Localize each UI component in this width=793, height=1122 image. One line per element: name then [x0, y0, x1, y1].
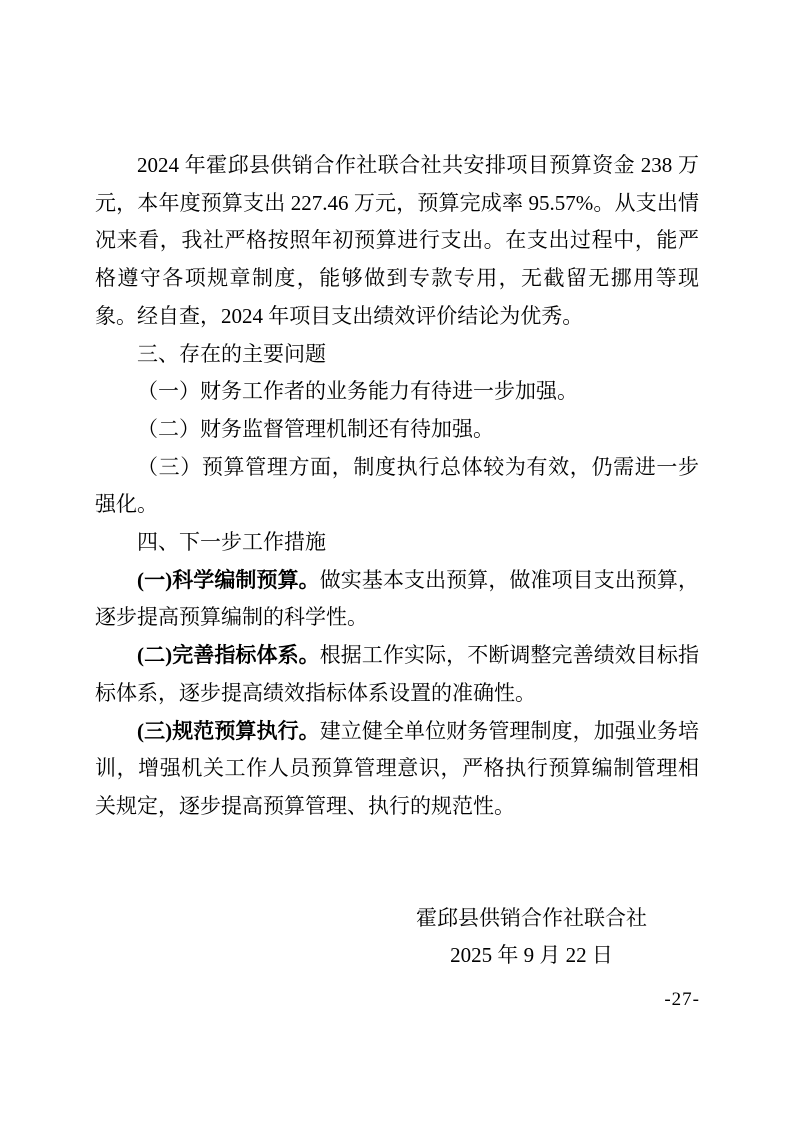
paragraph-budget-summary: 2024 年霍邱县供销合作社联合社共安排项目预算资金 238 万元，本年度预算支出 227.46 万元，预算完成率 95.57%。从支出情况来看，我社严格按照年初预算进行支出。在支出过程中，能严格遵守各项规章制度，能够做到专款专用，无截留无挪用等现象。经自查，2024 年项目支出绩效评价结论为优秀。: [95, 153, 699, 328]
signature-date: 2025 年 9 月 22 日: [450, 943, 613, 968]
section-4-measure-3: [95, 713, 699, 826]
measure-2-lead: (二)完善指标体系。: [137, 643, 320, 668]
signature-block: [416, 900, 647, 975]
measure-1-lead: (一)科学编制预算。: [137, 567, 320, 592]
signature-org: 霍邱县供销合作社联合社: [416, 905, 647, 930]
measure-1-body: 做实基本支出预算，做准项目支出预算，逐步提高预算编制的科学性。: [95, 567, 699, 630]
measure-3-lead: (三)规范预算执行。: [137, 718, 320, 743]
section-3-item-1: （一）财务工作者的业务能力有待进一步加强。: [137, 379, 578, 404]
document-body: [95, 147, 699, 975]
page-number: -27-: [664, 989, 700, 1010]
measure-2-body: 根据工作实际，不断调整完善绩效目标指标体系，逐步提高绩效指标体系设置的准确性。: [95, 643, 699, 705]
section-3-heading: 三、存在的主要问题: [137, 341, 326, 366]
section-4-measure-1: [95, 562, 699, 637]
section-3-item-3: （三）预算管理方面，制度执行总体较为有效，仍需进一步强化。: [95, 454, 699, 517]
section-4-heading: 四、下一步工作措施: [137, 530, 326, 555]
section-4-measure-2: [95, 637, 699, 712]
section-3-item-2: （二）财务监督管理机制还有待加强。: [137, 416, 494, 441]
measure-3-body: 建立健全单位财务管理制度，加强业务培训，增强机关工作人员预算管理意识，严格执行预算编制管理相关规定，逐步提高预算管理、执行的规范性。: [95, 718, 699, 818]
